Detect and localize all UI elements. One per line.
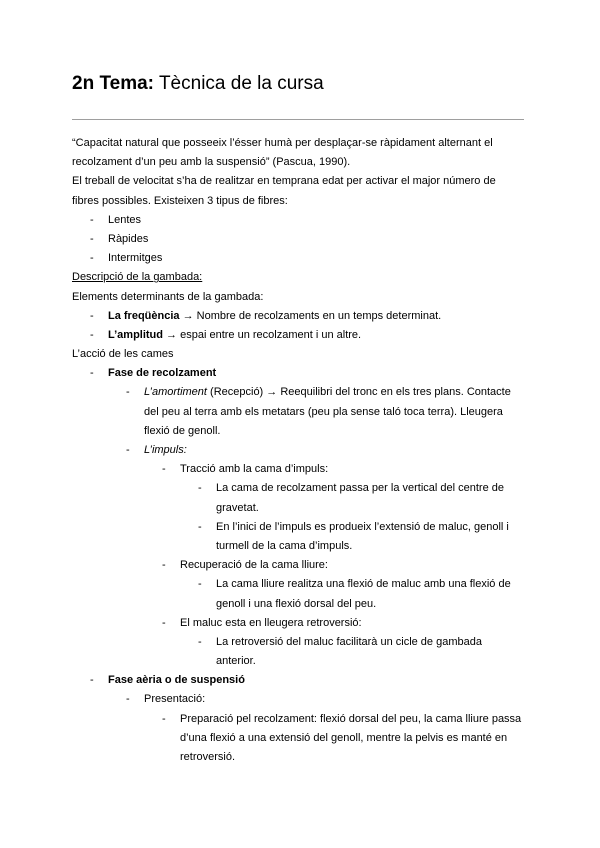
list-item <box>72 211 528 230</box>
list-item <box>72 690 528 709</box>
recuperacio-label: Recuperació de la cama lliure: <box>180 559 328 572</box>
amplitud-def: → espai entre un recolzament i un altre. <box>163 328 362 341</box>
document-body <box>72 134 528 767</box>
recuperacio-item-line-2: genoll i una flexió dorsal del peu. <box>216 597 377 610</box>
amortiment-term: L’amortiment <box>144 386 207 399</box>
presentacio-item-line-1: Preparació pel recolzament: flexió dorsal del peu, la cama lliure passa <box>180 712 522 725</box>
bullet-dash: - <box>162 712 166 725</box>
list-item <box>72 671 528 690</box>
amortiment-line-2: del peu al terra amb els metatars (peu pla sense taló toca terra). Lleugera <box>144 405 503 418</box>
bullet-dash: - <box>90 309 94 322</box>
list-item <box>72 575 528 594</box>
amortiment-line-1: (Recepció) → Reequilibri del tronc en els tres plans. Contacte <box>206 386 511 399</box>
bullet-dash: - <box>126 693 130 706</box>
list-item <box>72 230 528 249</box>
title-divider <box>72 119 524 120</box>
fase-aeria-label: Fase aèria o de suspensió <box>108 674 245 687</box>
traccio-label: Tracció amb la cama d’impuls: <box>180 463 329 476</box>
bullet-dash: - <box>90 328 94 341</box>
frequencia-def: → Nombre de recolzaments en un temps determinat. <box>179 309 442 322</box>
maluc-label: El maluc esta en lleugera retroversió: <box>180 616 362 629</box>
elements-intro: Elements determinants de la gambada: <box>72 290 264 303</box>
list-item-continuation <box>72 422 528 441</box>
presentacio-item-line-2: d’una flexió a una extensió del genoll, mentre la pelvis es manté en <box>180 731 508 744</box>
list-item <box>72 383 528 402</box>
traccio-item-2-line-1: En l’inici de l’impuls es produeix l’extensió de maluc, genoll i <box>216 520 509 533</box>
list-item <box>72 614 528 633</box>
list-item <box>72 326 528 345</box>
presentacio-item-line-3: retroversió. <box>180 751 236 763</box>
bullet-dash: - <box>90 252 94 265</box>
bullet-dash: - <box>126 386 130 399</box>
list-item <box>72 249 528 268</box>
bullet-dash: - <box>162 463 166 476</box>
list-item <box>72 307 528 326</box>
bullet-dash: - <box>90 232 94 245</box>
bullet-dash: - <box>162 559 166 572</box>
bullet-dash: - <box>198 635 202 648</box>
descripcio-heading: Descripció de la gambada: <box>72 271 203 284</box>
page-title <box>72 72 324 96</box>
amortiment-line-3: flexió de genoll. <box>144 424 221 437</box>
list-item <box>72 364 528 383</box>
traccio-item-1-line-1: La cama de recolzament passa per la vertical del centre de <box>216 482 504 495</box>
list-item <box>72 518 528 537</box>
paragraph-2-line-1: El treball de velocitat s’ha de realitzar en temprana edat per activar el major número de <box>72 175 496 188</box>
bullet-dash: - <box>90 674 94 687</box>
fibre-lentes: Lentes <box>108 213 142 226</box>
list-item <box>72 479 528 498</box>
bullet-dash: - <box>198 578 202 591</box>
bullet-dash: - <box>198 520 202 533</box>
list-item <box>72 710 528 729</box>
list-item-continuation <box>72 499 528 518</box>
list-item-continuation <box>72 652 528 671</box>
bullet-dash: - <box>90 367 94 380</box>
impuls-label: L’impuls: <box>144 444 187 456</box>
traccio-item-2-line-2: turmell de la cama d’impuls. <box>216 539 353 552</box>
fibre-rapides: Ràpides <box>108 232 149 245</box>
list-item <box>72 633 528 652</box>
bullet-dash: - <box>90 213 94 226</box>
bullet-dash: - <box>198 482 202 495</box>
fibre-intermitges: Intermitges <box>108 252 163 265</box>
maluc-item-line-2: anterior. <box>216 655 256 668</box>
presentacio-label: Presentació: <box>144 693 206 706</box>
title-rest: Tècnica de la cursa <box>154 73 324 94</box>
list-item-continuation <box>72 595 528 614</box>
bullet-dash: - <box>162 616 166 629</box>
amplitud-term: L’amplitud <box>108 328 163 341</box>
bullet-dash: - <box>126 444 130 456</box>
frequencia-term: La freqüència <box>108 309 180 322</box>
accio-intro: L’acció de les cames <box>72 348 174 361</box>
traccio-item-1-line-2: gravetat. <box>216 501 259 514</box>
list-item <box>72 460 528 479</box>
paragraph-2-line-2: fibres possibles. Existeixen 3 tipus de fibres: <box>72 194 288 207</box>
fase-recolzament-label: Fase de recolzament <box>108 367 217 380</box>
list-item <box>72 441 528 460</box>
list-item-continuation <box>72 748 528 767</box>
list-item-continuation <box>72 537 528 556</box>
quote-line-2: recolzament d’un peu amb la suspensió” (Pascua, 1990). <box>72 156 351 169</box>
quote-line-1: “Capacitat natural que posseeix l’ésser humà per desplaçar-se ràpidament alternant el <box>72 137 493 149</box>
recuperacio-item-line-1: La cama lliure realitza una flexió de maluc amb una flexió de <box>216 578 511 591</box>
title-bold: 2n Tema: <box>72 73 155 94</box>
list-item <box>72 556 528 575</box>
list-item-continuation <box>72 403 528 422</box>
maluc-item-line-1: La retroversió del maluc facilitarà un cicle de gambada <box>216 635 482 648</box>
list-item-continuation <box>72 729 528 748</box>
